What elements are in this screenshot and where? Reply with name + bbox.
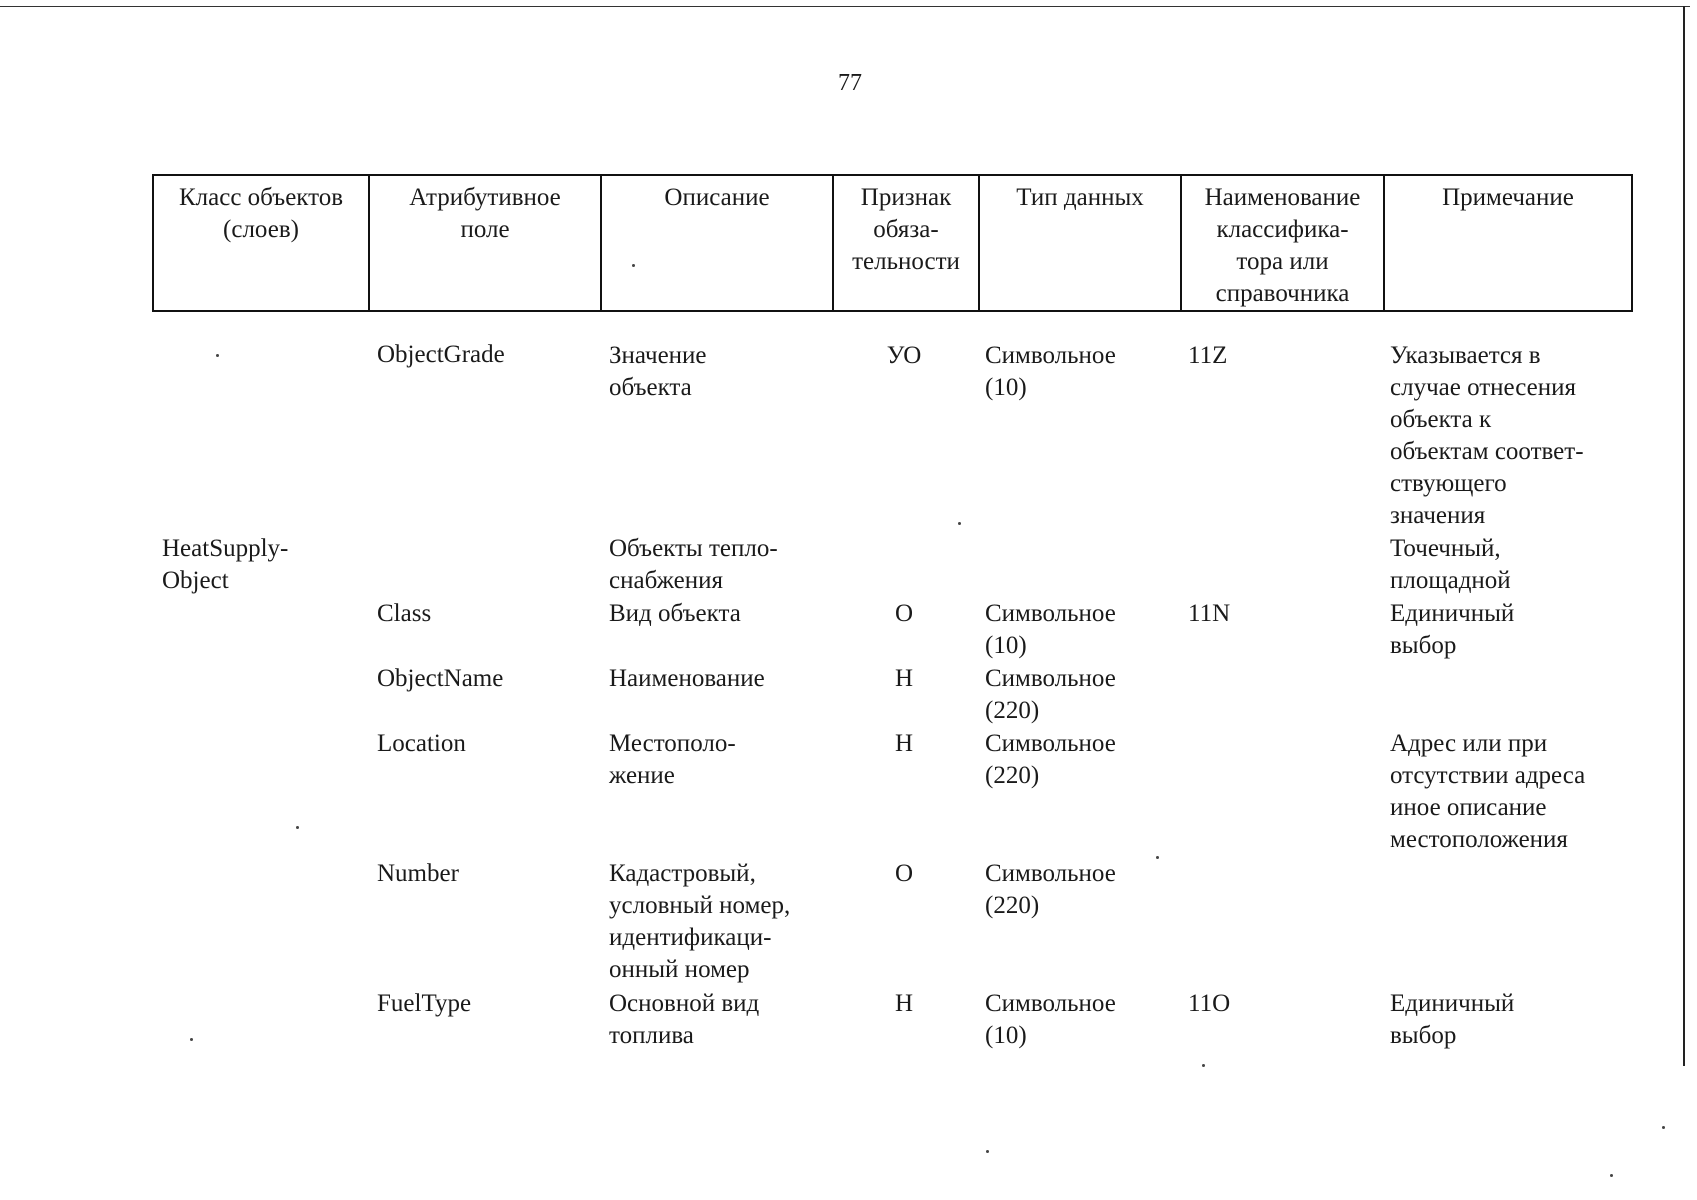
cell-desc-number: Кадастровый, условный номер, идентификаци- онный номер xyxy=(609,860,791,983)
header-description: Описание xyxy=(601,175,833,311)
scan-speck xyxy=(1156,856,1159,859)
scan-speck xyxy=(216,354,219,357)
header-data-type: Тип данных xyxy=(979,175,1181,311)
header-row xyxy=(153,175,1632,311)
cell-field-objectname: ObjectName xyxy=(377,665,504,692)
header-note: Примечание xyxy=(1384,175,1632,311)
header-classifier-name: Наименование классифика- тора или справочника xyxy=(1181,175,1384,311)
header-mandatory-flag: Признак обяза- тельности xyxy=(833,175,979,311)
scan-edge-right xyxy=(1683,6,1685,1066)
cell-req-fueltype: Н xyxy=(894,990,914,1017)
cell-classifier-fueltype: 11O xyxy=(1188,990,1231,1017)
cell-note-heatsupply: Точечный, площадной xyxy=(1390,535,1511,594)
cell-req-objectname: Н xyxy=(894,665,914,692)
scan-speck xyxy=(958,522,961,525)
scan-speck xyxy=(1202,1064,1205,1067)
cell-note-class: Единичный выбор xyxy=(1390,600,1515,659)
cell-type-number: Символьное (220) xyxy=(985,860,1116,919)
table-header xyxy=(152,174,1633,312)
cell-class-heatsupply: HeatSupply- Object xyxy=(162,535,289,594)
scan-speck xyxy=(986,1150,989,1153)
cell-field-location: Location xyxy=(377,730,466,757)
header-attribute-field: Атрибутивное поле xyxy=(369,175,601,311)
scan-speck xyxy=(296,826,299,829)
page-number: 77 xyxy=(838,70,862,96)
cell-classifier-objectgrade: 11Z xyxy=(1188,342,1228,369)
cell-field-objectgrade: ObjectGrade xyxy=(377,341,505,368)
cell-type-objectgrade: Символьное (10) xyxy=(985,342,1116,401)
scan-speck xyxy=(632,264,635,267)
header-object-class: Класс объектов (слоев) xyxy=(153,175,369,311)
cell-desc-location: Местополо- жение xyxy=(609,730,736,789)
scan-speck xyxy=(1662,1126,1665,1129)
cell-note-objectgrade: Указывается в случае отнесения объекта к объектам соответ- ствующего значения xyxy=(1390,342,1584,529)
scan-edge-top xyxy=(0,6,1690,7)
cell-field-class: Class xyxy=(377,600,432,627)
cell-type-class: Символьное (10) xyxy=(985,600,1116,659)
cell-req-location: Н xyxy=(894,730,914,757)
cell-desc-class: Вид объекта xyxy=(609,600,741,627)
cell-desc-objectgrade: Значение объекта xyxy=(609,342,707,401)
cell-req-class: О xyxy=(894,600,914,627)
cell-type-location: Символьное (220) xyxy=(985,730,1116,789)
cell-field-number: Number xyxy=(377,860,459,887)
cell-req-objectgrade: УО xyxy=(886,342,922,369)
cell-desc-heatsupply: Объекты тепло- снабжения xyxy=(609,535,778,594)
cell-type-objectname: Символьное (220) xyxy=(985,665,1116,724)
cell-note-location: Адрес или при отсутствии адреса иное описание местоположения xyxy=(1390,730,1586,853)
cell-req-number: О xyxy=(894,860,914,887)
cell-type-fueltype: Символьное (10) xyxy=(985,990,1116,1049)
cell-desc-fueltype: Основной вид топлива xyxy=(609,990,760,1049)
cell-field-fueltype: FuelType xyxy=(377,990,472,1017)
cell-desc-objectname: Наименование xyxy=(609,665,765,692)
cell-classifier-class: 11N xyxy=(1188,600,1231,627)
scan-speck xyxy=(1610,1174,1613,1177)
scan-speck xyxy=(190,1038,193,1041)
cell-note-fueltype: Единичный выбор xyxy=(1390,990,1515,1049)
